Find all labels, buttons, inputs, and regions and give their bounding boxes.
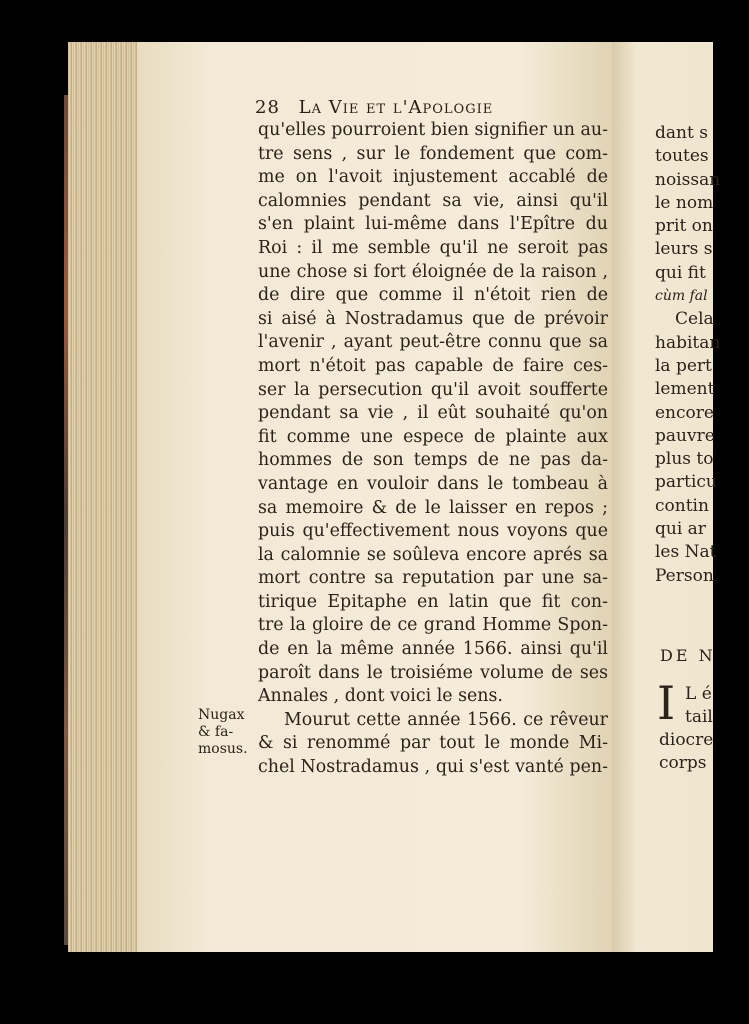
right-text-line: Person: [655, 565, 714, 586]
text-line: mort contre sa reputation par une sa-: [258, 568, 608, 589]
right-text-line: pauvre: [655, 425, 715, 446]
text-line: si aisé à Nostradamus que de prévoir: [258, 308, 608, 329]
text-line: s'en plaint lui-même dans l'Epître du: [258, 214, 608, 235]
text-line: tirique Epitaphe en latin que fit con-: [258, 591, 608, 612]
right-text-line: le nom: [655, 192, 714, 213]
margin-note-line: Nugax: [198, 707, 245, 723]
text-line: de dire que comme il n'étoit rien de: [258, 285, 608, 306]
right-text-line: diocre: [659, 730, 714, 750]
text-line: calomnies pendant sa vie, ainsi qu'il: [258, 190, 608, 211]
right-text-line: noissan: [655, 169, 721, 190]
text-line: vantage en vouloir dans le tombeau à: [258, 473, 608, 494]
right-text-line: encore: [655, 402, 714, 423]
text-line: paroît dans le troisiéme volume de ses: [258, 662, 608, 683]
text-line: sa memoire & de le laisser en repos ;: [258, 497, 608, 518]
text-line: Annales , dont voici le sens.: [258, 686, 503, 707]
text-line: Mourut cette année 1566. ce rêveur: [284, 709, 608, 730]
margin-note: [198, 707, 248, 758]
right-text-line: tail: [685, 707, 713, 727]
right-text-line: prit on: [655, 216, 713, 237]
right-text-line: plus to: [655, 449, 714, 470]
drop-capital: I: [657, 676, 676, 730]
right-text-line: habitan: [655, 332, 721, 353]
running-header: [255, 97, 493, 118]
right-text-line: les Nat: [655, 542, 717, 563]
right-text-line: qui ar: [655, 519, 706, 540]
text-line: une chose si fort éloignée de la raison ,: [258, 261, 608, 282]
text-line: & si renommé par tout le monde Mi-: [258, 733, 608, 754]
right-section-heading: DE N: [660, 646, 716, 665]
page-edges: [68, 42, 148, 952]
right-text-line: corps: [659, 753, 707, 773]
text-line: pendant sa vie , il eût souhaité qu'on: [258, 403, 608, 424]
text-line: la calomnie se soûleva encore aprés sa: [258, 544, 608, 565]
right-text-line: dant s: [655, 123, 708, 143]
text-line: fit comme une espece de plainte aux: [258, 426, 608, 447]
right-text-line: qui fit: [655, 262, 706, 283]
text-line: mort n'étoit pas capable de faire ces-: [258, 355, 608, 376]
right-text-line: contin: [655, 495, 709, 516]
right-text-line: leurs s: [655, 239, 713, 260]
right-text-line: lement: [655, 379, 715, 400]
right-text-line: la pert: [655, 355, 712, 376]
right-text-line: cùm fal: [655, 288, 708, 305]
text-line: Roi : il me semble qu'il ne seroit pas: [258, 237, 608, 258]
margin-note-line: & fa-: [198, 724, 234, 740]
right-text-line: toutes: [655, 146, 709, 167]
text-line: ser la persecution qu'il avoit soufferte: [258, 379, 608, 400]
text-line: tre sens , sur le fondement que com-: [258, 143, 608, 164]
page-number: 28: [255, 97, 280, 118]
margin-note-line: mosus.: [198, 741, 248, 757]
text-line: hommes de son temps de ne pas da-: [258, 450, 608, 471]
text-line: me on l'avoit injustement accablé de: [258, 167, 608, 188]
right-page-text: [655, 122, 725, 588]
text-line: tre la gloire de ce grand Homme Spon-: [258, 615, 608, 636]
text-line: puis qu'effectivement nous voyons que: [258, 521, 608, 542]
text-line: qu'elles pourroient bien signifier un au-: [258, 120, 608, 140]
running-title: La Vie et l'Apologie: [298, 97, 494, 118]
text-line: de en la même année 1566. ainsi qu'il: [258, 639, 608, 660]
body-text: [258, 119, 608, 780]
text-line: chel Nostradamus , qui s'est vanté pen-: [258, 757, 608, 778]
right-text-line: Cela: [675, 309, 714, 330]
right-text-line: particu: [655, 472, 717, 493]
text-line: l'avenir , ayant peut-être connu que sa: [258, 332, 608, 353]
right-text-line: L é: [685, 684, 712, 704]
